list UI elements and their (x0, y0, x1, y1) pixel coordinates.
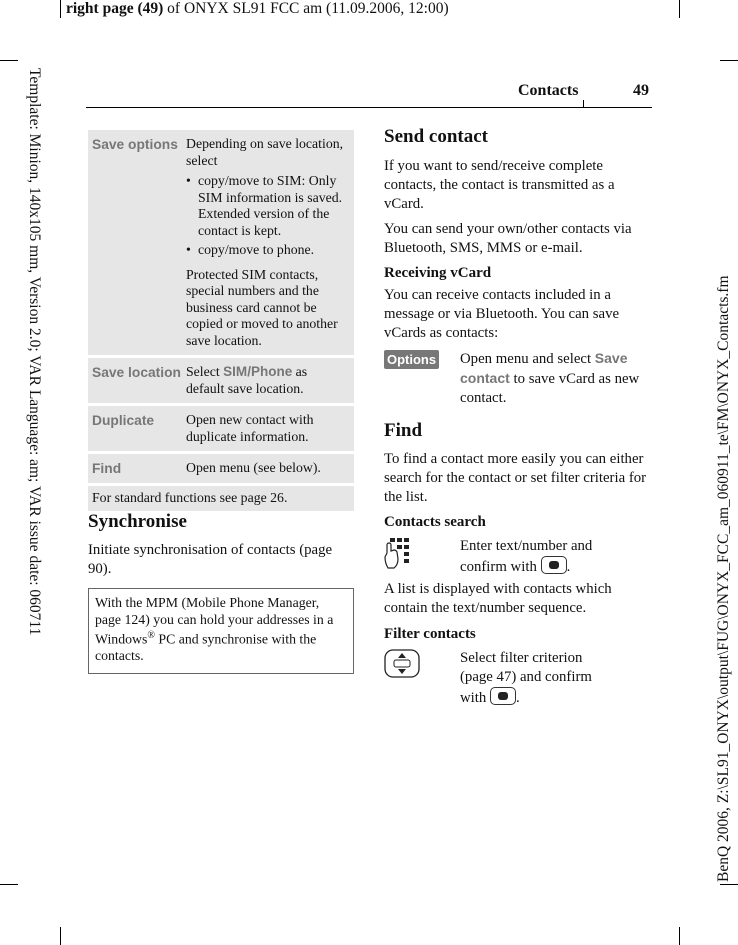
options-softkey (384, 350, 439, 369)
table-row (88, 406, 354, 451)
sim-option: SIM (223, 364, 248, 379)
save-options-desc (182, 130, 354, 355)
navigation-key-icon (384, 649, 420, 679)
step-post: to save vCard as new contact. (460, 371, 640, 406)
find-title: Find (384, 420, 423, 441)
duplicate-desc: Open new contact with duplicate information. (182, 406, 354, 451)
crop-mark (720, 60, 738, 61)
save-options-note: Protected SIM contacts, special numbers and the business card cannot be copied or moved to another save location. (186, 266, 338, 348)
left-margin-text: Template: Minion, 140x105 mm, Version 2.0; VAR Language: am; VAR issue date: 060711 (26, 68, 43, 636)
keypad-icon (384, 537, 416, 571)
find-section (384, 420, 648, 531)
note-text-pre: With the MPM (Mobile Phone Manager, page 124) you can hold your addresses in a Windows (95, 595, 334, 647)
confirm-with-text: confirm with (460, 559, 537, 575)
send-contact-p3: You can receive contacts included in a message or via Bluetooth. You can save vCards as contacts: (384, 287, 620, 341)
step-pre: Open menu and select (460, 351, 595, 367)
period: . (566, 559, 571, 575)
search-step-line1: Enter text/number and (460, 538, 593, 554)
list-item: • copy/move to phone. (198, 242, 348, 259)
send-contact-p2: You can send your own/other contacts via Bluetooth, SMS, MMS or e-mail. (384, 221, 632, 256)
running-head-tick (583, 100, 584, 108)
synchronise-title: Synchronise (88, 511, 187, 532)
center-key-icon (541, 556, 567, 574)
send-contact-p1: If you want to send/receive complete contacts, the contact is transmitted as a vCard. (384, 158, 615, 212)
print-header (66, 0, 449, 18)
find-p1: To find a contact more easily you can either search for the contact or set filter criteria for the list. (384, 451, 647, 505)
save-options-label: Save options (88, 130, 182, 355)
find-label: Find (88, 454, 182, 483)
center-key-icon (490, 687, 516, 705)
running-head-rule (86, 107, 652, 108)
filter-step-line1: Select filter criterion (460, 650, 583, 666)
save-options-list (186, 173, 348, 259)
options-key-label: Options (384, 350, 439, 369)
find-desc: Open menu (see below). (182, 454, 354, 483)
save-location-post: as default save location. (186, 364, 308, 396)
crop-mark (60, 927, 61, 945)
save-contact-step (460, 349, 650, 408)
send-contact-section (384, 126, 648, 343)
running-head-page: 49 (633, 82, 649, 99)
filter-step-line2: (page 47) and confirm (460, 669, 592, 685)
crop-mark (720, 884, 738, 885)
period: . (516, 690, 520, 706)
filter-step-line3 (460, 687, 650, 708)
filter-contacts-heading: Filter contacts (384, 626, 476, 642)
save-location-pre: Select (186, 364, 224, 379)
options-table (88, 130, 354, 511)
note-box (88, 588, 354, 674)
crop-mark (60, 0, 61, 18)
print-header-page: right page (49) (66, 0, 164, 17)
synchronise-text: Initiate synchronisation of contacts (page 90). (88, 542, 333, 577)
table-row (88, 486, 354, 512)
table-row (88, 130, 354, 355)
filter-step (460, 649, 650, 708)
contacts-search-heading: Contacts search (384, 514, 486, 530)
note-text-post: PC and synchronise with the contacts. (95, 631, 317, 664)
crop-mark (679, 0, 680, 18)
registered-mark: ® (147, 630, 155, 641)
with-text: with (460, 690, 487, 706)
running-head-section: Contacts (518, 82, 579, 99)
search-step (460, 537, 650, 577)
crop-mark (0, 60, 18, 61)
right-margin-text: BenQ 2006, Z:\SL91_ONYX\output\FUG\ONYX_FCC_am_060911_te\FM\ONYX_Contacts.fm (715, 275, 732, 882)
list-item: • copy/move to SIM: Only SIM information is saved. Extended version of the contact is kept. (198, 173, 348, 239)
send-contact-title: Send contact (384, 126, 488, 147)
find-p2: A list is displayed with contacts which contain the text/number sequence. (384, 581, 612, 616)
receiving-vcard-heading: Receiving vCard (384, 265, 492, 281)
search-step-line2 (460, 556, 650, 577)
duplicate-label: Duplicate (88, 406, 182, 451)
save-options-intro: Depending on save location, select (186, 136, 344, 168)
slash: / (247, 364, 251, 379)
synchronise-section (88, 511, 354, 674)
print-header-rest: of ONYX SL91 FCC am (11.09.2006, 12:00) (163, 0, 449, 17)
table-row (88, 454, 354, 483)
phone-option: Phone (250, 364, 293, 379)
table-footer: For standard functions see page 26. (88, 486, 354, 512)
crop-mark (679, 927, 680, 945)
save-location-label: Save location (88, 358, 182, 403)
save-contact-option: Save contact (460, 350, 628, 386)
save-location-desc (182, 358, 354, 403)
table-row (88, 358, 354, 403)
crop-mark (0, 884, 18, 885)
